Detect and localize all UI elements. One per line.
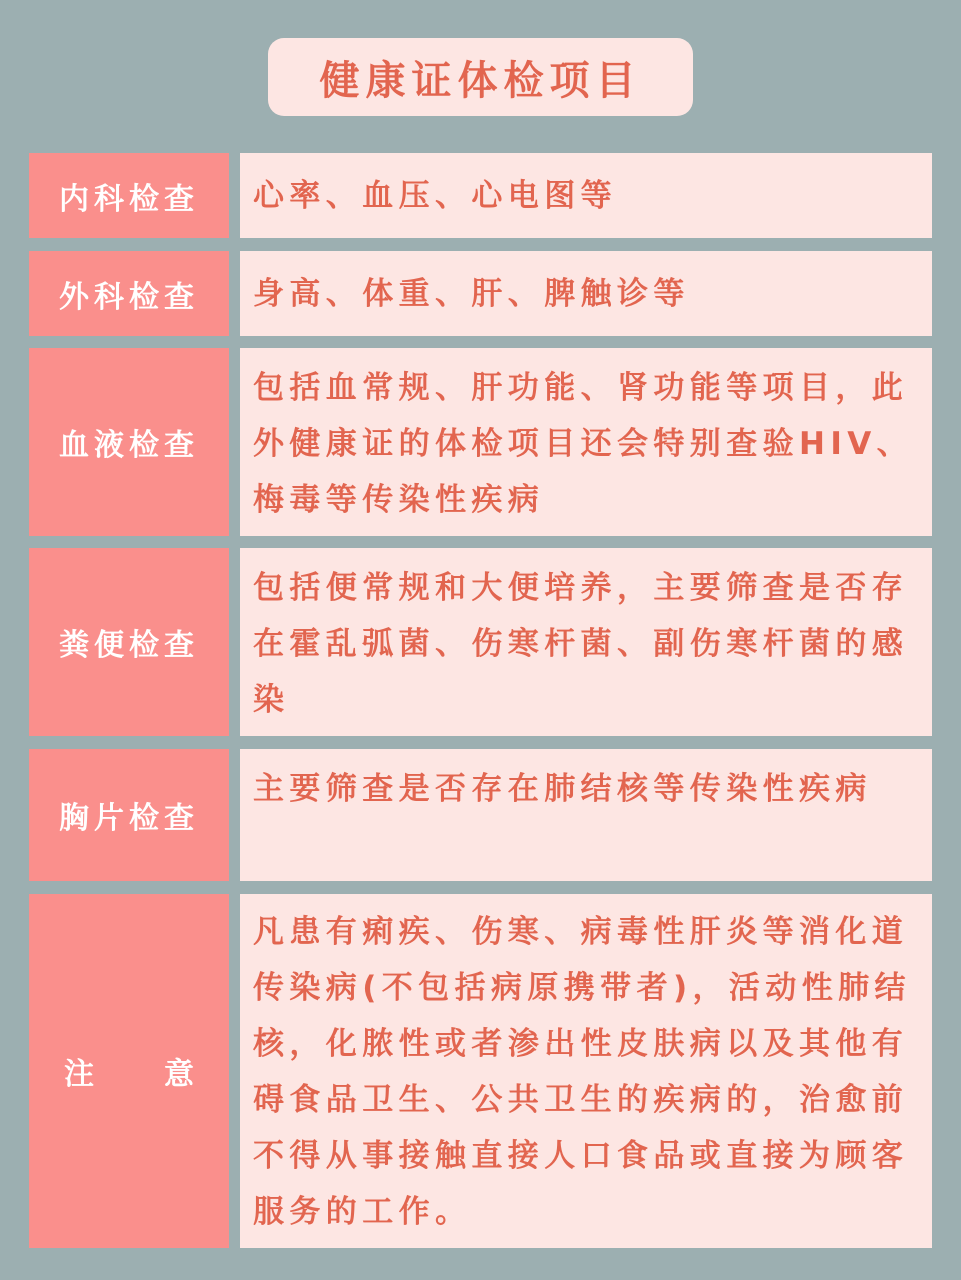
row-internal-medicine: [29, 153, 932, 238]
row-content: 包括血常规、肝功能、肾功能等项目，此外健康证的体检项目还会特别查验HIV、梅毒等传染性疾病: [253, 370, 914, 518]
row-notice: [29, 894, 932, 1248]
row-content-cell: [240, 749, 932, 881]
row-label: 外科检查: [59, 279, 199, 315]
row-label-cell: [29, 348, 229, 536]
row-label-cell: [29, 749, 229, 881]
row-content: 身高、体重、肝、脾触诊等: [253, 275, 690, 312]
row-content: 凡患有痢疾、伤寒、病毒性肝炎等消化道传染病(不包括病原携带者)，活动性肺结核，化脓性或者渗出性皮肤病以及其他有碍食品卫生、公共卫生的疾病的，治愈前不得从事接触直接人口食品或直接为顾客服务的工作。: [253, 914, 911, 1230]
row-label: [64, 1049, 194, 1093]
row-label: 血液检查: [59, 428, 199, 463]
row-content-cell: [240, 251, 932, 336]
row-stool-test: [29, 548, 932, 736]
row-label-cell: [29, 548, 229, 736]
row-content-cell: [240, 153, 932, 238]
row-label: 内科检查: [59, 181, 199, 217]
row-content: 心率、血压、心电图等: [253, 177, 617, 214]
row-label-cell: [29, 894, 229, 1248]
row-surgery: [29, 251, 932, 336]
row-chest-xray: [29, 749, 932, 881]
row-content: 主要筛查是否存在肺结核等传染性疾病: [253, 771, 872, 807]
page-title: 健康证体检项目: [319, 57, 642, 104]
row-label: 胸片检查: [59, 801, 199, 836]
row-blood-test: [29, 348, 932, 536]
row-label-cell: [29, 251, 229, 336]
row-label-right: 意: [164, 1057, 194, 1092]
row-label: 粪便检查: [59, 628, 199, 663]
row-label-left: 注: [64, 1057, 94, 1092]
row-content-cell: [240, 548, 932, 736]
row-content-cell: [240, 348, 932, 536]
row-content-cell: [240, 894, 932, 1248]
row-content: 包括便常规和大便培养，主要筛查是否存在霍乱弧菌、伤寒杆菌、副伤寒杆菌的感染: [253, 570, 909, 718]
row-label-cell: [29, 153, 229, 238]
title-banner: [268, 38, 693, 116]
